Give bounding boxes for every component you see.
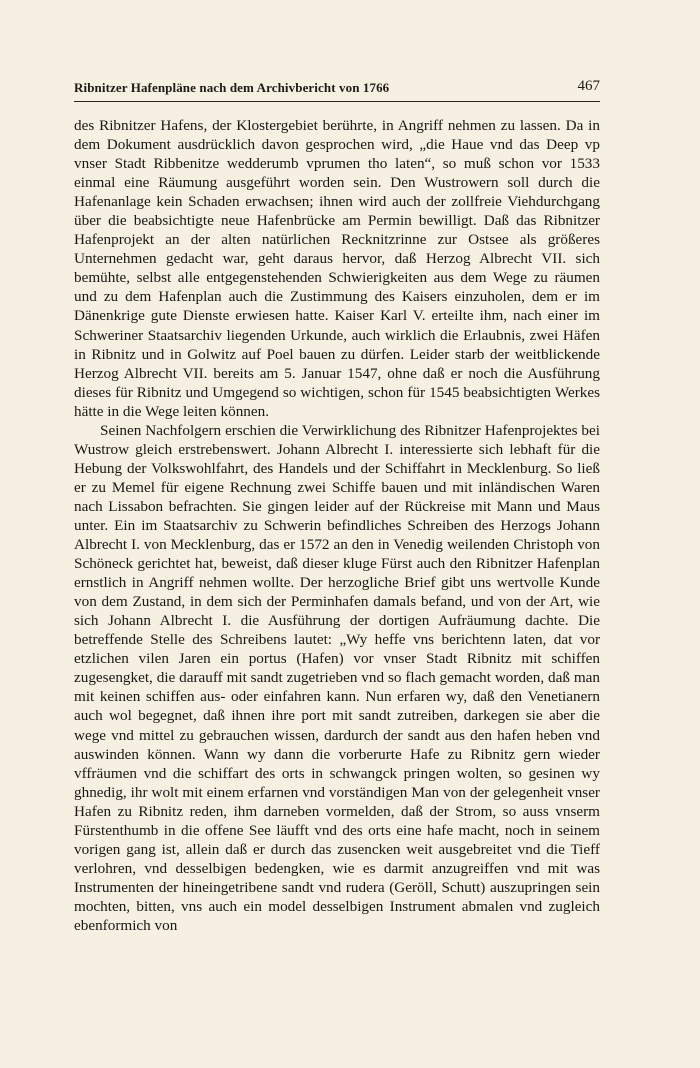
paragraph-continued: des Ribnitzer Hafens, der Klostergebiet berührte, in Angriff nehmen zu lassen. Da in dem Dokument ausdrücklich davon gesprochen wird, „die Haue vnd das Deep vp vnser Stadt Ribbenitze wedderumb vprumen tho laten“, so muß schon vor 1533 einmal eine Räumung ausgeführt worden sein. Den Wustrowern soll durch die Hafenanlage kein Schaden erwachsen; ihnen wird auch der zollfreie Viehdurchgang über die beabsichtigte neue Hafenbrücke am Permin bewilligt. Daß das Ribnitzer Hafenprojekt an der alten natürlichen Recknitzrinne zur Ostsee als größeres Unternehmen gedacht war, geht daraus hervor, daß Herzog Albrecht VII. sich bemühte, selbst alle entgegenstehenden Schwierigkeiten aus dem Wege zu räumen und zu dem Hafenplan auch die Zustimmung des Kaisers einzuholen, dem er im Dänenkrige gute Dienste erwiesen hatte. Kaiser Karl V. erteilte ihm, nach einer im Schweriner Staatsarchiv liegenden Urkunde, auch wirklich die Erlaubnis, zwei Häfen in Ribnitz und in Golwitz auf Poel bauen zu dürfen. Leider starb der weitblickende Herzog Albrecht VII. bereits am 5. Januar 1547, ohne daß er noch die Ausführung dieses für Ribnitz und Umgegend so wichtigen, schon für 1545 beabsichtigten Werkes hätte in die Wege leiten können. [74, 117, 600, 420]
header-divider [74, 101, 600, 102]
page-header [74, 80, 600, 102]
page-number: 467 [577, 78, 600, 94]
running-title: Ribnitzer Hafenpläne nach dem Archivbericht von 1766 [74, 80, 390, 95]
paragraph: Seinen Nachfolgern erschien die Verwirklichung des Ribnitzer Hafenprojektes bei Wustrow gleich erstrebenswert. Johann Albrecht I. interessierte sich lebhaft für die Hebung der Volkswohlfahrt, des Handels und der Schiffahrt in Mecklenburg. So ließ er zu Memel für eigene Rechnung zwei Schiffe bauen und mit inländischen Waren nach Lissabon befrachten. Sie gingen leider auf der Rückreise mit Mann und Maus unter. Ein im Staatsarchiv zu Schwerin befindliches Schreiben des Herzogs Johann Albrecht I. von Mecklenburg, das er 1572 an den in Venedig weilenden Christoph von Schöneck gerichtet hat, beweist, daß dieser kluge Fürst auch den Ribnitzer Hafenplan ernstlich in Angriff nehmen wollte. Der herzogliche Brief gibt uns wertvolle Kunde von dem Zustand, in dem sich der Perminhafen damals befand, und von der Art, wie sich Johann Albrecht I. die Ausführung der dortigen Aufräumung dachte. Die betreffende Stelle des Schreibens lautet: „Wy heffe vns berichtenn laten, dat vor etzlichen vilen Jaren ein portus (Hafen) vor vnser Stadt Ribnitz mit schiffen zugesengket, die darauff mit sandt zugetrieben vnd so flach gemacht worden, daß man mit keinen schiffen aus- oder einfahren kann. Nun erfaren wy, daß den Venetianern auch wol begegnet, daß ihnen ihre port mit sandt zutreiben, darkegen sie aber die wege vnd mittel zu gebrauchen wissen, dardurch der sandt aus den hafen heben vnd auswinden können. Wann wy dann die vorberurte Hafe zu Ribnitz gern wieder vffräumen vnd die schiffart des orts in schwangck pringen wolten, so gesinen wy ghnedig, ihr wolt mit einem erfarnen vnd vorständigen Man von der gelegenheit vnser Hafen zu Ribnitz reden, ihm darneben vormelden, daß der Strom, so auss vnserm Fürstenthumb in die offene See läufft vnd des orts eine hafe macht, noch in seinem vorigen gang ist, allein daß er durch das zusencken weit ausgebreitet vnd die Tieff verlohren, vnd desselbigen bedengken, wie es darmit anzugreiffen vnd mit was Instrumenten der hineingetribene sandt vnd rudera (Geröll, Schutt) auszupringen sein mochten, bitten, vns auch ein model desselbigen Instrument abmalen vnd zugleich ebenformich von [74, 421, 600, 934]
body-text [74, 116, 600, 935]
